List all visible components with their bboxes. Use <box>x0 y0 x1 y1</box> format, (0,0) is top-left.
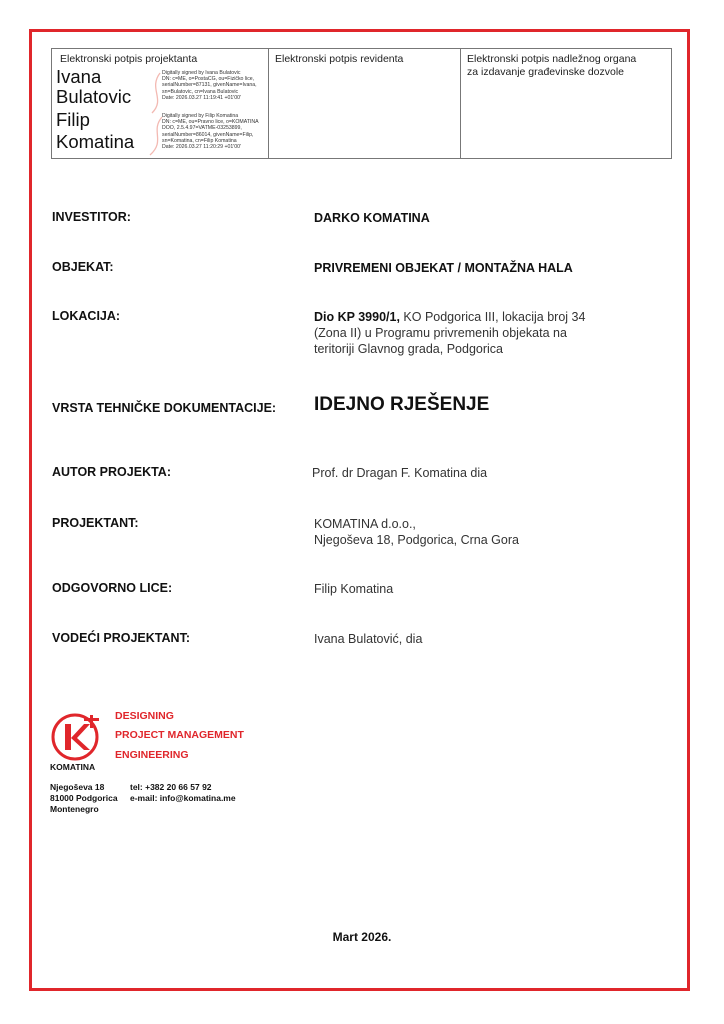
vodeci-label: VODEĆI PROJEKTANT: <box>52 631 190 645</box>
projektant-label: PROJEKTANT: <box>52 516 139 530</box>
company-email: e-mail: info@komatina.me <box>130 793 236 803</box>
authority-header-line1: Elektronski potpis nadležnog organa <box>467 53 637 65</box>
lokacija-line3: teritoriji Glavnog grada, Podgorica <box>314 342 503 356</box>
signer2-signature-details: Digitally signed by Filip Komatina DN: c=ME, ou=Pravno lice, o=KOMATINA DOO, 2.5.4.97=VATME-03253899, serialNumber=86014, givenName=Filip, sn=Komatina, cn=Filip Komatina Date: 2026.03.27 11:20:29 +01'00' <box>162 113 259 151</box>
authority-signature-cell <box>461 49 671 158</box>
document-date: Mart 2026. <box>332 930 392 944</box>
investitor-value: DARKO KOMATINA <box>314 211 430 225</box>
company-address: Njegoševa 18 81000 Podgorica Montenegro <box>50 782 118 814</box>
projektant-line2: Njegoševa 18, Podgorica, Crna Gora <box>314 533 519 547</box>
authority-header-line2: za izdavanje građevinske dozvole <box>467 66 625 79</box>
reviewer-signature-header: Elektronski potpis revidenta <box>275 53 404 65</box>
autor-value: Prof. dr Dragan F. Komatina dia <box>312 466 488 480</box>
projektant-line1: KOMATINA d.o.o., <box>314 517 416 531</box>
objekat-value: PRIVREMENI OBJEKAT / MONTAŽNA HALA <box>314 261 573 275</box>
lokacija-line2: (Zona II) u Programu privremenih objekata na <box>314 326 567 340</box>
reviewer-signature-cell <box>269 49 461 158</box>
vrsta-value: IDEJNO RJEŠENJE <box>314 394 490 415</box>
projektant-value <box>314 516 519 548</box>
vrsta-label: VRSTA TEHNIČKE DOKUMENTACIJE: <box>52 401 277 415</box>
lokacija-line1: KO Podgorica III, lokacija broj 34 <box>399 310 586 324</box>
tagline-designing: DESIGNING <box>115 710 174 722</box>
signer1-last-name: Bulatovic <box>56 86 132 107</box>
vodeci-value: Ivana Bulatović, dia <box>314 632 423 646</box>
designer-signature-cell <box>52 49 269 158</box>
autor-label: AUTOR PROJEKTA: <box>52 465 171 479</box>
signature-table <box>51 48 672 159</box>
signer1-signature-details: Digitally signed by Ivana Bulatovic DN: c=ME, o=PostaCG, ou=Fizičko lice, serialNumber=87131, givenName=Ivana, sn=Bulatovic, cn=Ivana Bulatovic Date: 2026.03.27 11:19:41 +01'00' <box>162 70 257 101</box>
signer1-first-name: Ivana <box>56 66 102 87</box>
page-border <box>29 29 690 991</box>
investitor-label: INVESTITOR: <box>52 210 131 224</box>
tagline-engineering: ENGINEERING <box>115 749 189 761</box>
lokacija-parcel: Dio KP 3990/1, <box>314 310 400 324</box>
tagline-project-management: PROJECT MANAGEMENT <box>115 729 244 741</box>
signer2-last-name: Komatina <box>56 131 135 152</box>
lokacija-value <box>314 309 585 357</box>
komatina-logo-icon <box>50 710 106 762</box>
odgovorno-label: ODGOVORNO LICE: <box>52 581 173 595</box>
authority-signature-header <box>467 53 636 79</box>
odgovorno-value: Filip Komatina <box>314 582 394 596</box>
lokacija-label: LOKACIJA: <box>52 309 121 323</box>
company-phone: tel: +382 20 66 57 92 <box>130 782 212 792</box>
logo-company-name: KOMATINA <box>50 762 96 772</box>
signer2-first-name: Filip <box>56 109 90 130</box>
designer-signature-header: Elektronski potpis projektanta <box>60 53 198 65</box>
objekat-label: OBJEKAT: <box>52 260 114 274</box>
